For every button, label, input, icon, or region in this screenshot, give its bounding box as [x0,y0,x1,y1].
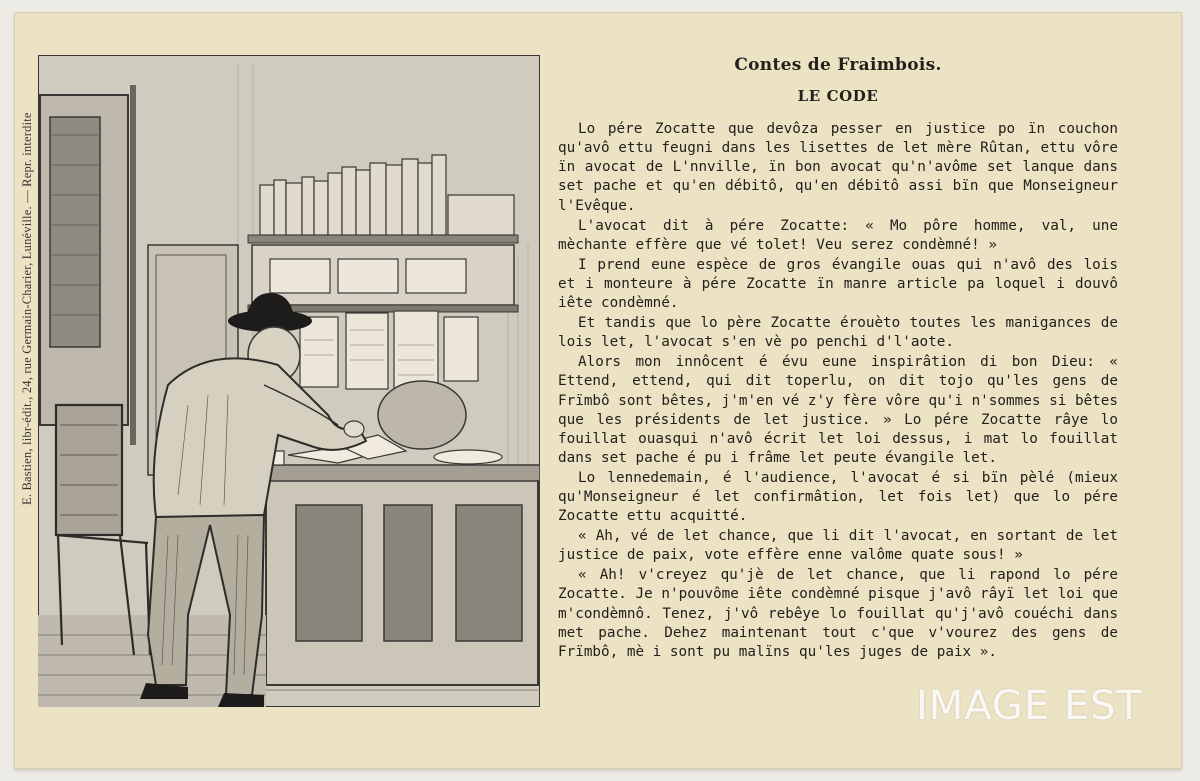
illustration [38,55,540,707]
paragraph: Lo lennedemain, é l'audience, l'avocat é si bïn pèlé (mieux qu'Monseigneur é let confirmâtion, let fois let) que lo pére Zocatte ettu acquitté. [558,469,1118,525]
postcard [14,12,1182,769]
paragraph: I prend eune espèce de gros évangile ouas qui n'avô des lois et i monteure à pére Zocatte ïn manre article pa loquel i douvô iête condèmné. [558,256,1118,312]
story-title: LE CODE [797,87,879,106]
paragraph: « Ah, vé de let chance, que li dit l'avocat, en sortant de let justice de paix, vote effère enne valôme quate sous! » [558,528,1118,564]
story-text [558,56,1118,663]
series-title: Contes de Fraimbois. [734,55,942,75]
watermark: IMAGE EST [915,683,1142,729]
paragraph: Alors mon innôcent é évu eune inspirâtion di bon Dieu: « Ettend, ettend, qui dit toperlu, on dit tojo qu'les gens de Frïmbô sont bêtes, j'm'en vé z'y fère vôre qu'i n'sommes si bêtes que les présidents de let justice. » Lo pére Zocatte râye lo fouillat ouasqui n'avô écrit let loi dessus, i mat lo fouillat dans set pache é pu i frâme let peute évangile let. [558,354,1118,466]
publisher-credit: E. Bastien, libr-édit., 24, rue Germain-Charier, Lunéville. — Repr. interdite [20,112,34,505]
office-scene-drawing [38,55,540,707]
paragraph: « Ah! v'creyez qu'jè de let chance, que li rapond lo pére Zocatte. Je n'pouvôme iête condèmné pisque j'avô râyï let loi que m'condèmnô. Tenez, j'vô rebêye lo fouillat qu'j'avô couéchi dans met pache. Dehez maintenant tout c'que v'vourez des gens de Frïmbô, mè i sont pu malïns qu'les juges de paix ». [558,567,1118,660]
paragraph: Lo pére Zocatte que devôza pesser en justice po ïn couchon qu'avô ettu feugni dans les lisettes de let mère Rûtan, ettu vôre ïn avocat de L'nnville, ïn bon avocat qu'n'avôme set lanque dans set pache et qu'en débitô, qu'en débitô assi bïn que Monseigneur l'Evêque. [558,121,1118,214]
paragraph: L'avocat dit à pére Zocatte: « Mo pôre homme, val, une mèchante effère que vé tolet! Veu serez condèmné! » [558,217,1118,253]
paragraph: Et tandis que lo père Zocatte érouèto toutes les manigances de lois let, l'avocat s'en vè po penchi d'l'aote. [558,315,1118,351]
